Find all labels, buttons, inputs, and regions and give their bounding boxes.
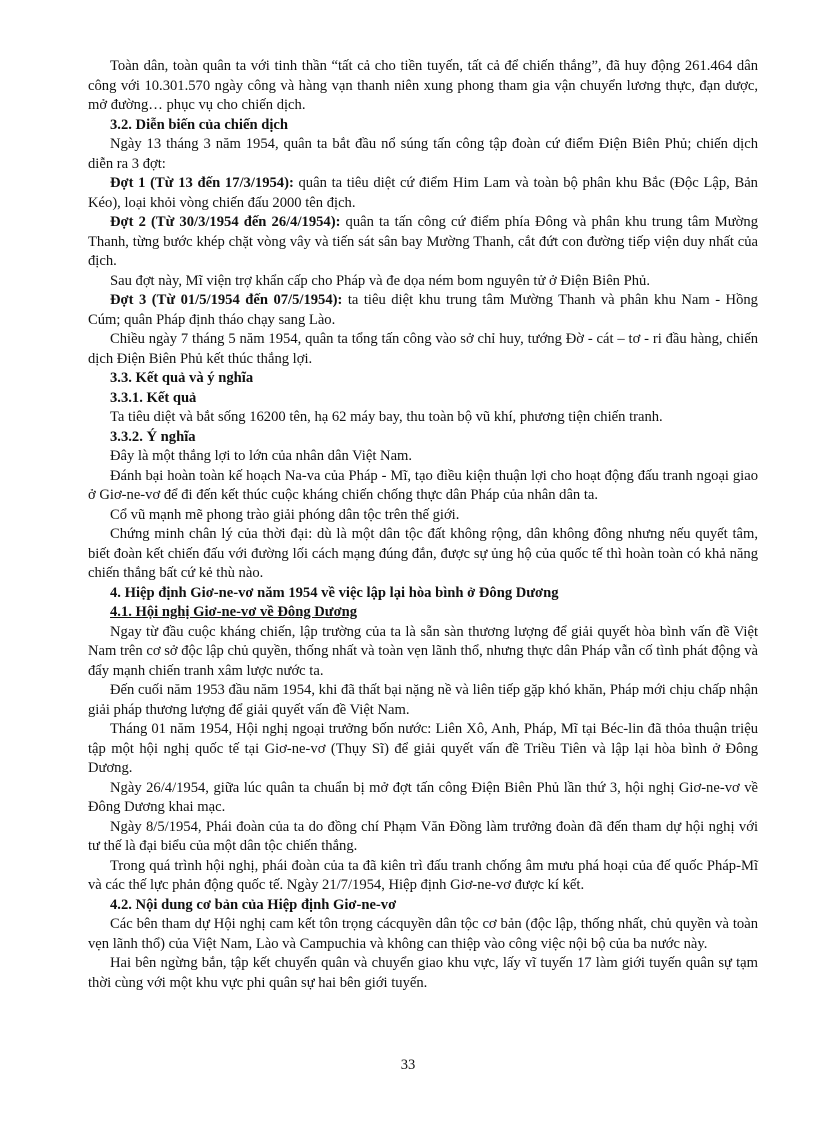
page-body [88,57,758,993]
body-paragraph: Tháng 01 năm 1954, Hội nghị ngoại trưởng bốn nước: Liên Xô, Anh, Pháp, Mĩ tại Béc-lin đã thỏa thuận triệu tập một hội nghị quốc tế tại Giơ-ne-vơ (Thụy Sĩ) để giải quyết vấn đề Triều Tiên và lập lại hòa bình ở Đông Dương. [88,721,758,776]
section-heading-text: 4.1. Hội nghị Giơ-ne-vơ về Đông Dương [110,604,358,620]
body-paragraph: Đến cuối năm 1953 đầu năm 1954, khi đã thất bại nặng nề và liên tiếp gặp khó khăn, Pháp mới chịu chấp nhận giải pháp thương lượng để giải quyết vấn đề Việt Nam. [88,682,758,718]
section-heading: 4. Hiệp định Giơ-ne-vơ năm 1954 về việc lập lại hòa bình ở Đông Dương [110,584,559,601]
body-paragraph: Ngày 8/5/1954, Phái đoàn của ta do đồng chí Phạm Văn Đồng làm trưởng đoàn đã đến tham dự hội nghị với tư thế là đại biểu của một dân tộc chiến thắng. [88,818,758,854]
section-heading: 3.3.2. Ý nghĩa [110,428,196,445]
phase-paragraph [88,213,758,272]
section-heading [88,603,758,623]
phase-paragraph [88,291,758,330]
phase-label: Đợt 2 (Từ 30/3/1954 đến 26/4/1954): [110,214,341,230]
body-paragraph: Đánh bại hoàn toàn kế hoạch Na-va của Pháp - Mĩ, tạo điều kiện thuận lợi cho hoạt động đấu tranh ngoại giao ở Giơ-ne-vơ để đi đến kết thúc cuộc kháng chiến chống thực dân Pháp của nhân dân ta. [88,467,758,503]
page-number: 33 [400,1057,416,1073]
body-paragraph: Hai bên ngừng bắn, tập kết chuyển quân và chuyển giao khu vực, lấy vĩ tuyến 17 làm giới tuyến quân sự tạm thời cùng với một khu vực phi quân sự hai bên giới tuyến. [88,955,758,991]
phase-text: quân ta tấn công cứ điểm phía Đông và phân khu trung tâm Mường Thanh, từng bước khép chặt vòng vây và tiến sát sân bay Mường Thanh, cắt đứt con đường tiếp viện duy nhất của địch. [88,214,758,269]
body-paragraph: Sau đợt này, Mĩ viện trợ khẩn cấp cho Pháp và đe dọa ném bom nguyên tử ở Điện Biên Phủ. [110,272,650,289]
phase-label: Đợt 3 (Từ 01/5/1954 đến 07/5/1954): [110,292,343,308]
section-heading: 3.3. Kết quả và ý nghĩa [110,370,254,386]
body-paragraph: Chứng minh chân lý của thời đại: dù là một dân tộc đất không rộng, dân không đông nhưng nếu quyết tâm, biết đoàn kết chiến đấu với đường lối cách mạng đúng đắn, được sự ủng hộ của quốc tế thì hoàn toàn có khả năng chiến thắng bất cứ kẻ thù nào. [88,526,758,581]
section-heading: 4.2. Nội dung cơ bản của Hiệp định Giơ-ne-vơ [110,896,397,913]
phase-paragraph [88,174,758,213]
phase-text: quân ta tiêu diệt cứ điểm Him Lam và toàn bộ phân khu Bắc (Độc Lập, Bản Kéo), loại khỏi vòng chiến đấu 2000 tên địch. [88,175,758,211]
body-paragraph: Ngày 26/4/1954, giữa lúc quân ta chuẩn bị mở đợt tấn công Điện Biên Phủ lần thứ 3, hội nghị Giơ-ne-vơ về Đông Dương khai mạc. [88,779,758,815]
body-paragraph: Ta tiêu diệt và bắt sống 16200 tên, hạ 62 máy bay, thu toàn bộ vũ khí, phương tiện chiến tranh. [110,409,663,425]
section-heading: 3.2. Diễn biến của chiến dịch [110,116,288,133]
body-paragraph: Ngày 13 tháng 3 năm 1954, quân ta bắt đầu nổ súng tấn công tập đoàn cứ điểm Điện Biên Phủ; chiến dịch diễn ra 3 đợt: [88,136,758,172]
body-paragraph: Cổ vũ mạnh mẽ phong trào giải phóng dân tộc trên thế giới. [110,506,460,523]
body-paragraph: Đây là một thắng lợi to lớn của nhân dân Việt Nam. [110,448,413,464]
body-paragraph: Ngay từ đầu cuộc kháng chiến, lập trường của ta là sẵn sàn thương lượng để giải quyết hòa bình vấn đề Việt Nam trên cơ sở độc lập chủ quyền, thống nhất và toàn vẹn lãnh thổ, nhưng thực dân Pháp vẫn cố tình phát động và đẩy mạnh chiến tranh xâm lược nước ta. [88,623,758,679]
body-paragraph: Chiều ngày 7 tháng 5 năm 1954, quân ta tổng tấn công vào sở chỉ huy, tướng Đờ - cát – tơ - ri đầu hàng, chiến dịch Điện Biên Phủ kết thúc thắng lợi. [88,331,758,367]
phase-label: Đợt 1 (Từ 13 đến 17/3/1954): [110,175,294,191]
body-paragraph: Toàn dân, toàn quân ta với tinh thần “tất cả cho tiền tuyến, tất cả để chiến thắng”, đã huy động 261.464 dân công với 10.301.570 ngày công và hàng vạn thanh niên xung phong tham gia vận chuyển lương thực, đạn dược, mở đường… phục vụ cho chiến dịch. [88,58,758,113]
phase-text: ta tiêu diệt khu trung tâm Mường Thanh và phân khu Nam - Hồng Cúm; quân Pháp định tháo chạy sang Lào. [88,292,758,328]
section-heading: 3.3.1. Kết quả [110,389,197,406]
body-paragraph: Trong quá trình hội nghị, phái đoàn của ta đã kiên trì đấu tranh chống âm mưu phá hoại của đế quốc Pháp-Mĩ và các thế lực phản động quốc tế. Ngày 21/7/1954, Hiệp định Giơ-ne-vơ được kí kết. [88,857,758,893]
body-paragraph: Các bên tham dự Hội nghị cam kết tôn trọng cácquyền dân tộc cơ bản (độc lập, thống nhất, chủ quyền và toàn vẹn lãnh thổ) của Việt Nam, Lào và Campuchia và không can thiệp vào công việc nội bộ của ba nước này. [88,916,758,952]
